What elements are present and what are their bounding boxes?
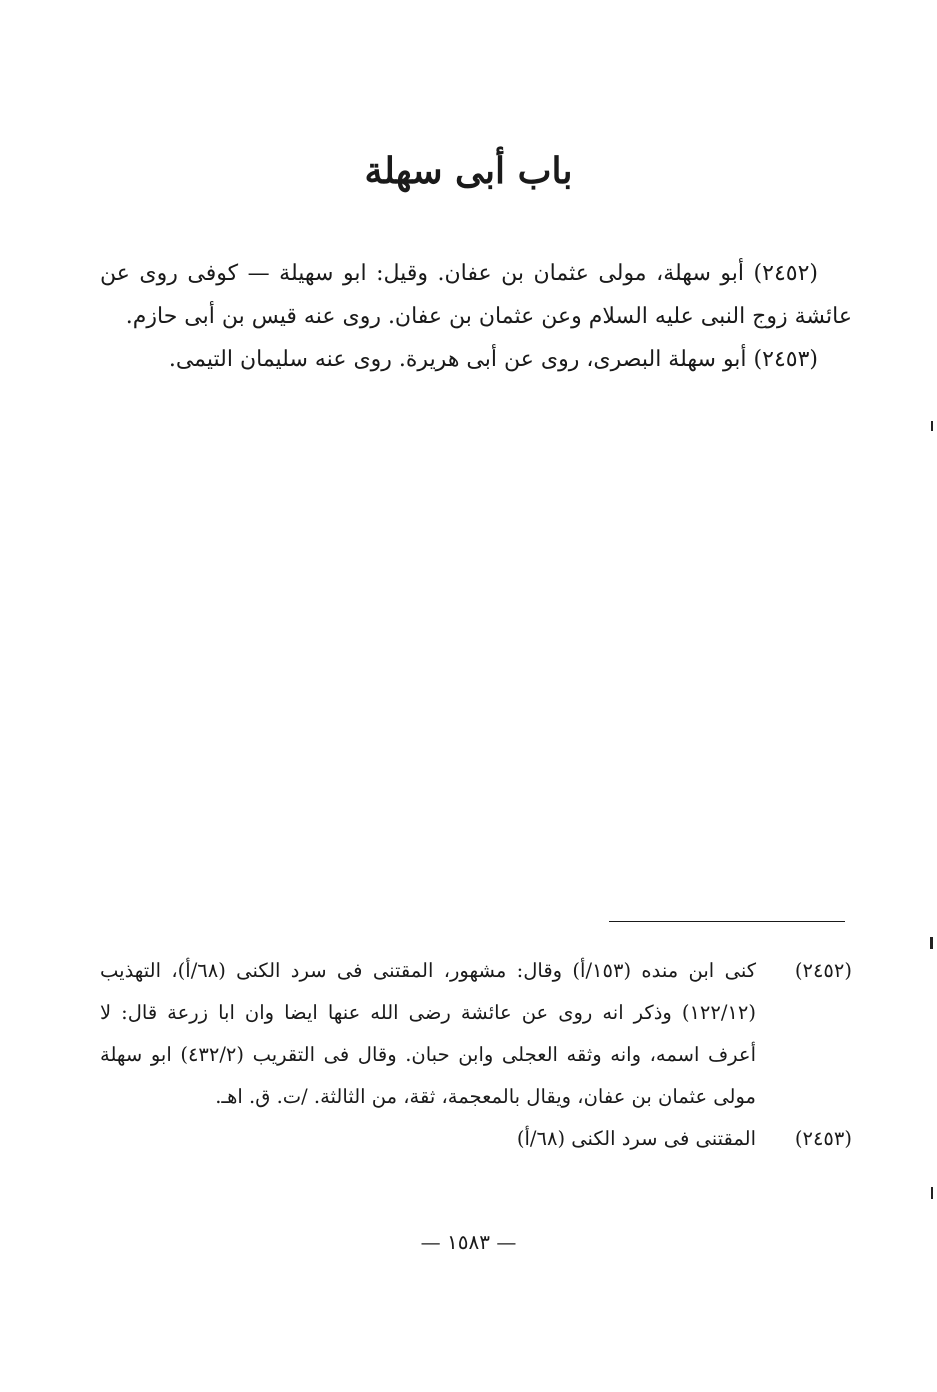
entry-number: (٢٤٥٢): [753, 261, 818, 286]
footnote-text: كنى ابن منده (١٥٣/أ) وقال: مشهور، المقتنى فى سرد الكنى (٦٨/أ)، التهذيب (١٢٢/١٢) وذكر انه روى عن عائشة رضى الله عنها ايضا وان ابا زرعة قال: لا أعرف اسمه، وانه وثقه العجلى وابن حبان. وقال فى التقريب (٤٣٢/٢) ابو سهلة مولى عثمان بن عفان، ويقال بالمعجمة، ثقة، من الثالثة. /ت. ق. اهـ.: [100, 959, 756, 1108]
entry-text: أبو سهلة، مولى عثمان بن عفان. وقيل: ابو سهيلة — كوفى روى عن عائشة زوج النبى عليه السلام وعن عثمان بن عفان. روى عنه قيس بن أبى حازم.: [100, 261, 852, 329]
scan-mark: [931, 1187, 933, 1199]
entry-text: أبو سهلة البصرى، روى عن أبى هريرة. روى عنه سليمان التيمى.: [168, 347, 747, 372]
entry-2453: [100, 338, 852, 381]
footnote-number: (٢٤٥٢): [794, 959, 852, 982]
entry-number: (٢٤٥٣): [753, 347, 818, 372]
footnote-text: المقتنى فى سرد الكنى (٦٨/أ): [516, 1127, 756, 1150]
footnotes-section: [100, 950, 852, 1160]
entry-2452: [100, 252, 852, 338]
entries-section: [100, 252, 852, 381]
scan-mark: [930, 937, 933, 949]
chapter-title: باب أبى سهلة: [364, 150, 573, 192]
page-number: — ١٥٨٣ —: [420, 1230, 517, 1254]
footnote-separator: [609, 921, 845, 922]
footnote-2452: [100, 950, 852, 1118]
scan-mark: [931, 421, 933, 431]
footnote-2453: [100, 1118, 852, 1160]
footnote-number: (٢٤٥٣): [794, 1127, 852, 1150]
